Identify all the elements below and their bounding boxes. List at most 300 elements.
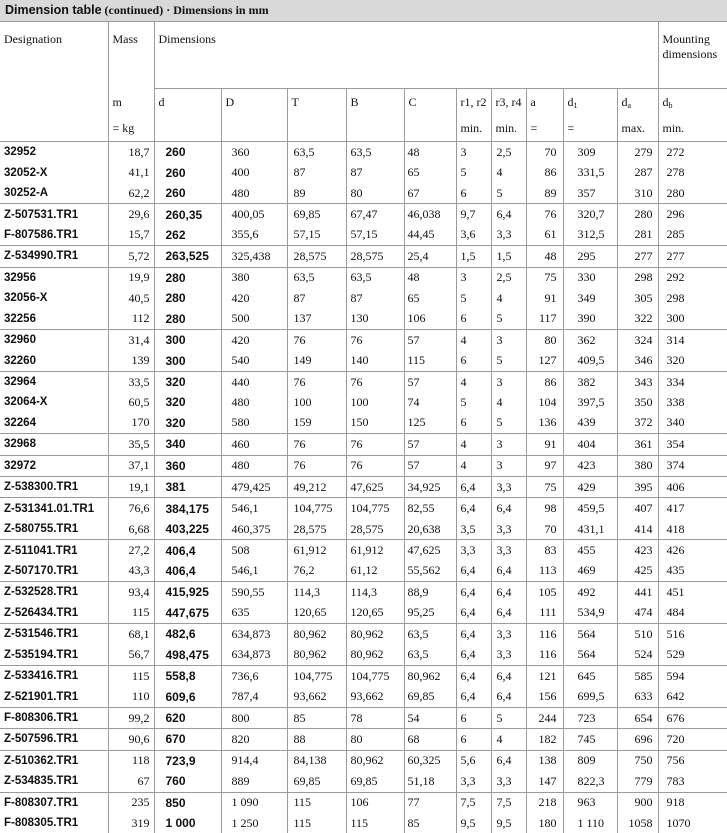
cell-B: 104,775 <box>346 498 404 519</box>
cell-B: 130 <box>346 309 404 330</box>
cell-da: 346 <box>617 350 658 371</box>
cell-m: 170 <box>108 413 154 434</box>
cell-r12: 6 <box>456 309 491 330</box>
cell-db: 340 <box>666 415 685 430</box>
cell-m: 319 <box>108 813 154 833</box>
cell-r12: 5,6 <box>456 750 491 771</box>
cell-a: 86 <box>526 162 563 182</box>
cell-r12: 4 <box>456 434 491 455</box>
cell-a: 75 <box>526 477 563 498</box>
table-row <box>0 246 727 267</box>
cell-r34: 4 <box>491 392 526 412</box>
cell-des: Z-580755.TR1 <box>0 519 108 540</box>
cell-D: 634,873 <box>221 645 287 666</box>
cell-C: 57 <box>404 434 456 455</box>
cell-da: 287 <box>617 162 658 182</box>
cell-a: 104 <box>526 392 563 412</box>
da-base: d <box>621 95 628 109</box>
cell-da: 350 <box>617 392 658 412</box>
cell-d1: 455 <box>563 540 617 561</box>
cell-d: 260,35 <box>154 204 221 225</box>
cell-r34: 3,3 <box>491 645 526 666</box>
cell-a: 244 <box>526 707 563 728</box>
cell-da: 361 <box>617 434 658 455</box>
cell-m: 68,1 <box>108 624 154 645</box>
cell-B: 76 <box>346 455 404 476</box>
cell-B: 28,575 <box>346 519 404 540</box>
header-sym-D: D <box>221 89 287 120</box>
cell-r12: 7,5 <box>456 792 491 813</box>
cell-a: 218 <box>526 792 563 813</box>
cell-C: 63,5 <box>404 624 456 645</box>
table-row <box>0 350 727 371</box>
cell-r34: 3 <box>491 434 526 455</box>
cell-db: 278 <box>666 165 685 180</box>
cell-da: 298 <box>617 267 658 288</box>
cell-da: 633 <box>617 686 658 707</box>
cell-d: 403,225 <box>154 519 221 540</box>
cell-T: 61,912 <box>287 540 346 561</box>
cell-a: 86 <box>526 371 563 392</box>
cell-C: 57 <box>404 371 456 392</box>
header-unit-da: max. <box>617 119 658 142</box>
cell-db: 406 <box>658 477 727 498</box>
table-row <box>0 162 727 182</box>
cell-D: 460,375 <box>221 519 287 540</box>
cell-des: 32064-X <box>0 392 108 412</box>
cell-T: 57,15 <box>287 225 346 246</box>
cell-r34: 3,3 <box>491 477 526 498</box>
cell-C: 125 <box>404 413 456 434</box>
cell-da: 900 <box>617 792 658 813</box>
table-row <box>0 582 727 603</box>
d1-sub: 1 <box>573 101 578 110</box>
cell-r12: 6,4 <box>456 477 491 498</box>
cell-m: 31,4 <box>108 329 154 350</box>
cell-db: 300 <box>666 311 685 326</box>
cell-T: 49,212 <box>287 477 346 498</box>
header-sym-C: C <box>404 89 456 120</box>
cell-db: 918 <box>658 792 727 813</box>
cell-db: 516 <box>658 624 727 645</box>
cell-da: 750 <box>617 750 658 771</box>
cell-D: 546,1 <box>221 498 287 519</box>
cell-m: 33,5 <box>108 371 154 392</box>
cell-r12: 4 <box>456 455 491 476</box>
cell-des: Z-532528.TR1 <box>0 582 108 603</box>
table-row <box>0 288 727 308</box>
cell-des: Z-535194.TR1 <box>0 645 108 666</box>
cell-T: 85 <box>287 707 346 728</box>
cell-d: 406,4 <box>154 561 221 582</box>
cell-d1: 963 <box>563 792 617 813</box>
cell-C: 60,325 <box>404 750 456 771</box>
cell-a: 105 <box>526 582 563 603</box>
cell-a: 127 <box>526 350 563 371</box>
cell-B: 76 <box>346 371 404 392</box>
cell-r12: 5 <box>456 288 491 308</box>
cell-D: 480 <box>221 455 287 476</box>
table-row <box>0 540 727 561</box>
cell-d: 320 <box>154 392 221 412</box>
cell-r34: 6,4 <box>491 561 526 582</box>
cell-T: 69,85 <box>287 204 346 225</box>
cell-B: 80,962 <box>346 750 404 771</box>
table-row <box>0 477 727 498</box>
cell-m: 29,6 <box>108 204 154 225</box>
cell-des: 32952 <box>0 142 108 163</box>
cell-D: 420 <box>221 329 287 350</box>
cell-da: 310 <box>617 183 658 204</box>
cell-d1: 404 <box>563 434 617 455</box>
cell-a: 89 <box>526 183 563 204</box>
cell-T: 89 <box>287 183 346 204</box>
cell-d: 381 <box>154 477 221 498</box>
cell-D: 325,438 <box>221 246 287 267</box>
cell-da: 380 <box>617 455 658 476</box>
cell-D: 355,6 <box>221 225 287 246</box>
table-row <box>0 371 727 392</box>
cell-D: 360 <box>221 142 287 163</box>
header-mounting-line2: dimensions <box>662 47 718 61</box>
cell-r12: 6,4 <box>456 686 491 707</box>
cell-da: 1058 <box>617 813 658 833</box>
cell-db: 272 <box>658 142 727 163</box>
cell-B: 100 <box>346 392 404 412</box>
cell-db: 320 <box>666 353 685 368</box>
cell-D: 889 <box>221 771 287 792</box>
cell-m: 90,6 <box>108 729 154 750</box>
cell-C: 48 <box>404 267 456 288</box>
cell-d: 406,4 <box>154 540 221 561</box>
cell-des: Z-531546.TR1 <box>0 624 108 645</box>
cell-da: 696 <box>617 729 658 750</box>
cell-db: 720 <box>658 729 727 750</box>
cell-d1: 382 <box>563 371 617 392</box>
cell-C: 46,038 <box>404 204 456 225</box>
cell-d1: 397,5 <box>563 392 617 412</box>
cell-db: 285 <box>666 227 685 242</box>
cell-B: 150 <box>346 413 404 434</box>
table-row <box>0 813 727 833</box>
cell-da: 395 <box>617 477 658 498</box>
cell-a: 83 <box>526 540 563 561</box>
cell-a: 121 <box>526 665 563 686</box>
cell-T: 63,5 <box>287 267 346 288</box>
cell-d1: 745 <box>563 729 617 750</box>
cell-da: 423 <box>617 540 658 561</box>
cell-a: 98 <box>526 498 563 519</box>
cell-d: 415,925 <box>154 582 221 603</box>
cell-B: 93,662 <box>346 686 404 707</box>
cell-r12: 6,4 <box>456 665 491 686</box>
cell-m: 62,2 <box>108 183 154 204</box>
cell-T: 120,65 <box>287 603 346 624</box>
header-unit-r34: min. <box>491 119 526 142</box>
table-row <box>0 183 727 204</box>
cell-r34: 5 <box>491 707 526 728</box>
cell-d: 263,525 <box>154 246 221 267</box>
cell-a: 156 <box>526 686 563 707</box>
header-unit-db: min. <box>662 121 685 135</box>
header-row-2 <box>0 89 727 120</box>
header-unit-kg: = kg <box>108 119 154 142</box>
cell-db: 354 <box>658 434 727 455</box>
cell-B: 80,962 <box>346 645 404 666</box>
cell-B: 140 <box>346 350 404 371</box>
cell-d1: 295 <box>563 246 617 267</box>
cell-d: 300 <box>154 329 221 350</box>
table-row <box>0 225 727 246</box>
cell-m: 19,9 <box>108 267 154 288</box>
cell-d1: 809 <box>563 750 617 771</box>
cell-d1: 459,5 <box>563 498 617 519</box>
cell-r12: 5 <box>456 162 491 182</box>
cell-d1: 390 <box>563 309 617 330</box>
cell-d1: 312,5 <box>563 225 617 246</box>
cell-r12: 1,5 <box>456 246 491 267</box>
cell-r34: 4 <box>491 729 526 750</box>
header-designation: Designation <box>0 22 108 142</box>
header-sym-da <box>617 89 658 120</box>
cell-C: 57 <box>404 455 456 476</box>
cell-des: Z-534835.TR1 <box>0 771 108 792</box>
cell-d1: 492 <box>563 582 617 603</box>
cell-r34: 3 <box>491 371 526 392</box>
cell-d: 670 <box>154 729 221 750</box>
cell-db: 529 <box>666 647 685 662</box>
cell-des: Z-526434.TR1 <box>0 603 108 624</box>
cell-r12: 3,6 <box>456 225 491 246</box>
header-sym-B: B <box>346 89 404 120</box>
cell-r34: 7,5 <box>491 792 526 813</box>
table-row <box>0 729 727 750</box>
cell-T: 80,962 <box>287 624 346 645</box>
cell-D: 480 <box>221 392 287 412</box>
cell-r12: 6,4 <box>456 645 491 666</box>
cell-T: 84,138 <box>287 750 346 771</box>
cell-T: 87 <box>287 288 346 308</box>
cell-r12: 3 <box>456 142 491 163</box>
cell-T: 28,575 <box>287 519 346 540</box>
cell-C: 65 <box>404 162 456 182</box>
cell-D: 914,4 <box>221 750 287 771</box>
cell-T: 80,962 <box>287 645 346 666</box>
table-row <box>0 434 727 455</box>
cell-d: 360 <box>154 455 221 476</box>
cell-des: 32956 <box>0 267 108 288</box>
cell-des: Z-507531.TR1 <box>0 204 108 225</box>
cell-B: 76 <box>346 434 404 455</box>
cell-T: 63,5 <box>287 142 346 163</box>
cell-d: 280 <box>154 267 221 288</box>
cell-T: 104,775 <box>287 498 346 519</box>
cell-a: 91 <box>526 434 563 455</box>
table-row <box>0 603 727 624</box>
cell-d: 260 <box>154 162 221 182</box>
cell-a: 116 <box>526 624 563 645</box>
cell-des: Z-507596.TR1 <box>0 729 108 750</box>
cell-C: 115 <box>404 350 456 371</box>
cell-D: 440 <box>221 371 287 392</box>
header-sym-T: T <box>287 89 346 120</box>
cell-r12: 6,4 <box>456 582 491 603</box>
cell-d1: 429 <box>563 477 617 498</box>
cell-da: 372 <box>617 413 658 434</box>
cell-r34: 4 <box>491 288 526 308</box>
cell-a: 70 <box>526 519 563 540</box>
cell-D: 479,425 <box>221 477 287 498</box>
cell-m: 67 <box>108 771 154 792</box>
header-row-1 <box>0 22 727 89</box>
cell-r12: 9,5 <box>456 813 491 833</box>
cell-T: 159 <box>287 413 346 434</box>
cell-T: 76 <box>287 434 346 455</box>
cell-d1: 309 <box>563 142 617 163</box>
cell-d1: 409,5 <box>563 350 617 371</box>
cell-db: 676 <box>658 707 727 728</box>
cell-da: 524 <box>617 645 658 666</box>
cell-B: 47,625 <box>346 477 404 498</box>
cell-B: 57,15 <box>346 225 404 246</box>
cell-db: 756 <box>658 750 727 771</box>
cell-d1: 645 <box>563 665 617 686</box>
table-row <box>0 624 727 645</box>
cell-des: Z-531341.01.TR1 <box>0 498 108 519</box>
cell-r12: 3,3 <box>456 771 491 792</box>
cell-m: 139 <box>108 350 154 371</box>
header-sym-db <box>658 89 727 120</box>
cell-d1: 699,5 <box>563 686 617 707</box>
cell-a: 97 <box>526 455 563 476</box>
cell-a: 113 <box>526 561 563 582</box>
cell-des: 32256 <box>0 309 108 330</box>
cell-db: 314 <box>658 329 727 350</box>
cell-a: 136 <box>526 413 563 434</box>
cell-a: 111 <box>526 603 563 624</box>
table-row <box>0 267 727 288</box>
cell-B: 120,65 <box>346 603 404 624</box>
cell-db: 338 <box>666 394 685 409</box>
cell-db: 374 <box>658 455 727 476</box>
cell-C: 48 <box>404 142 456 163</box>
cell-r12: 6 <box>456 350 491 371</box>
cell-C: 20,638 <box>404 519 456 540</box>
cell-C: 82,55 <box>404 498 456 519</box>
cell-B: 104,775 <box>346 665 404 686</box>
cell-db: 435 <box>666 563 685 578</box>
cell-da: 343 <box>617 371 658 392</box>
cell-r34: 3,3 <box>491 624 526 645</box>
cell-m: 41,1 <box>108 162 154 182</box>
cell-db: 1070 <box>666 815 691 830</box>
cell-r12: 9,7 <box>456 204 491 225</box>
cell-r12: 3,5 <box>456 519 491 540</box>
cell-da: 322 <box>617 309 658 330</box>
cell-d1: 349 <box>563 288 617 308</box>
cell-des: F-808306.TR1 <box>0 707 108 728</box>
cell-m: 37,1 <box>108 455 154 476</box>
table-row <box>0 750 727 771</box>
cell-C: 85 <box>404 813 456 833</box>
cell-C: 63,5 <box>404 645 456 666</box>
cell-m: 112 <box>108 309 154 330</box>
cell-da: 654 <box>617 707 658 728</box>
d1-base: d <box>567 95 574 109</box>
cell-db: 292 <box>658 267 727 288</box>
cell-m: 60,5 <box>108 392 154 412</box>
cell-a: 117 <box>526 309 563 330</box>
cell-a: 61 <box>526 225 563 246</box>
cell-D: 590,55 <box>221 582 287 603</box>
cell-m: 235 <box>108 792 154 813</box>
header-dimensions: Dimensions <box>154 22 658 89</box>
header-sym-a: a <box>526 89 563 120</box>
cell-r34: 6,4 <box>491 686 526 707</box>
table-row <box>0 519 727 540</box>
cell-C: 95,25 <box>404 603 456 624</box>
cell-da: 407 <box>617 498 658 519</box>
cell-a: 48 <box>526 246 563 267</box>
cell-r12: 6,4 <box>456 561 491 582</box>
cell-des: 32972 <box>0 455 108 476</box>
cell-des: 32052-X <box>0 162 108 182</box>
cell-r34: 5 <box>491 183 526 204</box>
cell-C: 54 <box>404 707 456 728</box>
cell-m: 5,72 <box>108 246 154 267</box>
cell-d: 723,9 <box>154 750 221 771</box>
cell-B: 114,3 <box>346 582 404 603</box>
cell-da: 779 <box>617 771 658 792</box>
cell-C: 88,9 <box>404 582 456 603</box>
cell-D: 1 250 <box>221 813 287 833</box>
table-row <box>0 413 727 434</box>
table-row <box>0 645 727 666</box>
cell-B: 76 <box>346 329 404 350</box>
cell-d1: 564 <box>563 624 617 645</box>
cell-des: Z-533416.TR1 <box>0 665 108 686</box>
cell-D: 787,4 <box>221 686 287 707</box>
header-mounting-line1: Mounting <box>662 32 710 46</box>
cell-C: 25,4 <box>404 246 456 267</box>
table-row <box>0 792 727 813</box>
cell-T: 76 <box>287 329 346 350</box>
cell-db: 277 <box>658 246 727 267</box>
cell-D: 400 <box>221 162 287 182</box>
cell-B: 63,5 <box>346 142 404 163</box>
cell-D: 420 <box>221 288 287 308</box>
cell-m: 19,1 <box>108 477 154 498</box>
cell-des: 32964 <box>0 371 108 392</box>
header-sym-d: d <box>154 89 221 120</box>
cell-r34: 2,5 <box>491 267 526 288</box>
da-sub: a <box>627 101 632 110</box>
cell-m: 115 <box>108 603 154 624</box>
cell-D: 380 <box>221 267 287 288</box>
cell-db: 280 <box>666 185 685 200</box>
cell-T: 88 <box>287 729 346 750</box>
table-row <box>0 707 727 728</box>
table-row <box>0 309 727 330</box>
cell-r34: 6,4 <box>491 665 526 686</box>
cell-des: 32968 <box>0 434 108 455</box>
cell-d: 498,475 <box>154 645 221 666</box>
cell-C: 34,925 <box>404 477 456 498</box>
table-row <box>0 561 727 582</box>
cell-db: 783 <box>666 773 685 788</box>
cell-B: 87 <box>346 288 404 308</box>
header-unit-T <box>287 119 346 142</box>
